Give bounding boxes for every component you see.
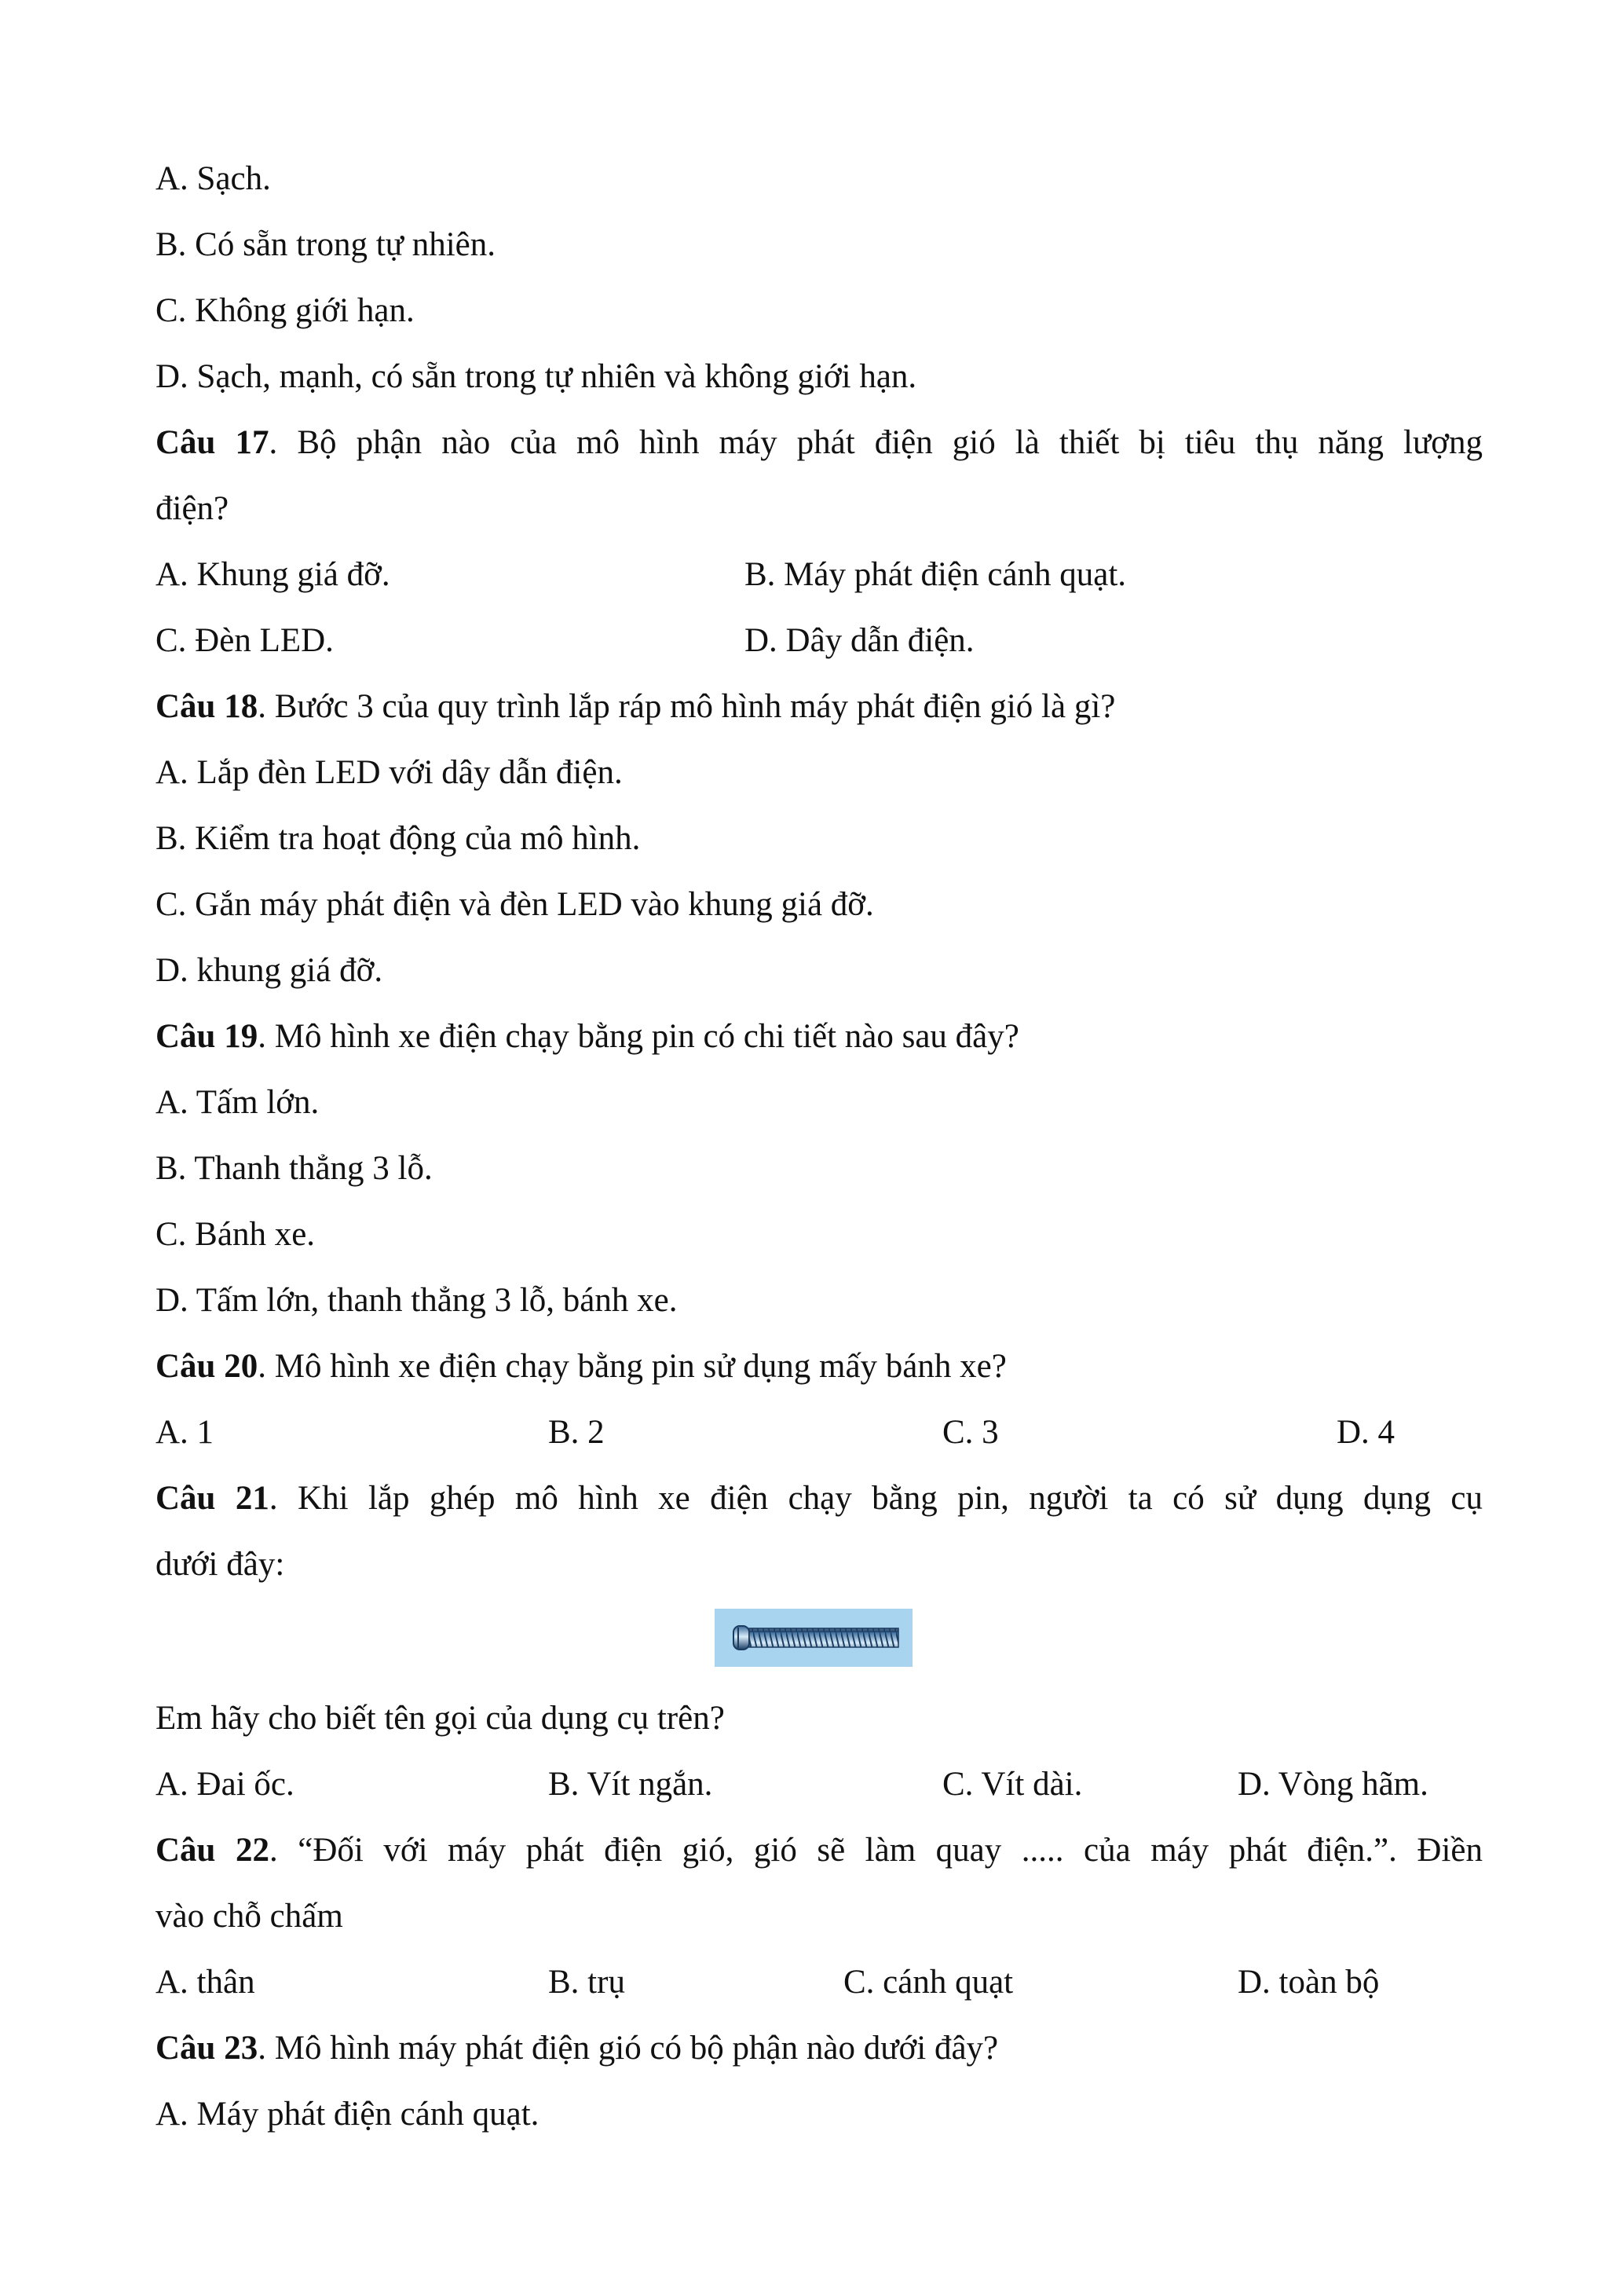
- q18-text: . Bước 3 của quy trình lắp ráp mô hình máy phát điện gió là gì?: [258, 688, 1116, 725]
- q17-question: [155, 421, 1483, 465]
- q20-text: . Mô hình xe điện chạy bằng pin sử dụng mấy bánh xe?: [258, 1348, 1007, 1385]
- q20-option-d: D. 4: [1337, 1414, 1395, 1451]
- q18-option-b: B. Kiểm tra hoạt động của mô hình.: [155, 820, 641, 857]
- q16-option-a: A. Sạch.: [155, 160, 271, 197]
- q23-label: Câu 23: [155, 2030, 258, 2067]
- q17-option-a: A. Khung giá đỡ.: [155, 556, 390, 593]
- q21-prompt: Em hãy cho biết tên gọi của dụng cụ trên?: [155, 1700, 725, 1737]
- q21-question: [155, 1477, 1483, 1521]
- q22-option-b: B. trụ: [548, 1964, 625, 2001]
- q21-option-a: A. Đai ốc.: [155, 1766, 294, 1803]
- q18-option-a: A. Lắp đèn LED với dây dẫn điện.: [155, 754, 623, 791]
- q20-option-a: A. 1: [155, 1414, 214, 1451]
- q19-label: Câu 19: [155, 1018, 258, 1055]
- q19-option-b: B. Thanh thẳng 3 lỗ.: [155, 1150, 433, 1187]
- q17-option-c: C. Đèn LED.: [155, 622, 334, 659]
- q21-label: Câu 21: [155, 1480, 269, 1517]
- q23-option-a: A. Máy phát điện cánh quạt.: [155, 2096, 540, 2133]
- q19-option-d: D. Tấm lớn, thanh thẳng 3 lỗ, bánh xe.: [155, 1282, 678, 1319]
- q22-question: [155, 1829, 1483, 1873]
- q19-question: [155, 1015, 1483, 1059]
- q22-text-line2: vào chỗ chấm: [155, 1898, 343, 1935]
- q17-label: Câu 17: [155, 424, 269, 461]
- q20-option-b: B. 2: [548, 1414, 605, 1451]
- q17-text-line1: . Bộ phận nào của mô hình máy phát điện gió là thiết bị tiêu thụ năng lượng: [269, 424, 1483, 461]
- q19-text: . Mô hình xe điện chạy bằng pin có chi tiết nào sau đây?: [258, 1018, 1019, 1055]
- q21-text-line2: dưới đây:: [155, 1546, 285, 1583]
- q22-option-a: A. thân: [155, 1964, 255, 2001]
- q18-option-c: C. Gắn máy phát điện và đèn LED vào khung giá đỡ.: [155, 886, 874, 923]
- q20-option-c: C. 3: [942, 1414, 999, 1451]
- q22-option-d: D. toàn bộ: [1238, 1964, 1380, 2001]
- q18-label: Câu 18: [155, 688, 258, 725]
- q20-question: [155, 1345, 1483, 1389]
- q21-option-d: D. Vòng hãm.: [1238, 1766, 1428, 1803]
- q21-text-line1: . Khi lắp ghép mô hình xe điện chạy bằng pin, người ta có sử dụng dụng cụ: [269, 1480, 1483, 1517]
- q22-text-line1: . “Đối với máy phát điện gió, gió sẽ làm quay ..... của máy phát điện.”. Điền: [269, 1832, 1483, 1869]
- screw-icon: [715, 1609, 913, 1667]
- q17-option-d: D. Dây dẫn điện.: [744, 622, 975, 659]
- q16-option-c: C. Không giới hạn.: [155, 292, 415, 329]
- q18-option-d: D. khung giá đỡ.: [155, 952, 383, 989]
- q23-question: [155, 2027, 1483, 2071]
- q19-option-a: A. Tấm lớn.: [155, 1084, 320, 1121]
- q21-option-b: B. Vít ngắn.: [548, 1766, 713, 1803]
- q21-option-c: C. Vít dài.: [942, 1766, 1083, 1803]
- q19-option-c: C. Bánh xe.: [155, 1216, 316, 1253]
- q20-label: Câu 20: [155, 1348, 258, 1385]
- q23-text: . Mô hình máy phát điện gió có bộ phận nào dưới đây?: [258, 2030, 999, 2067]
- long-screw-image: [715, 1609, 913, 1667]
- q18-question: [155, 685, 1483, 729]
- q17-text-line2: điện?: [155, 490, 229, 527]
- q22-option-c: C. cánh quạt: [843, 1964, 1014, 2001]
- q22-label: Câu 22: [155, 1832, 269, 1869]
- q16-option-b: B. Có sẵn trong tự nhiên.: [155, 226, 496, 263]
- q17-option-b: B. Máy phát điện cánh quạt.: [744, 556, 1127, 593]
- q16-option-d: D. Sạch, mạnh, có sẵn trong tự nhiên và không giới hạn.: [155, 358, 917, 395]
